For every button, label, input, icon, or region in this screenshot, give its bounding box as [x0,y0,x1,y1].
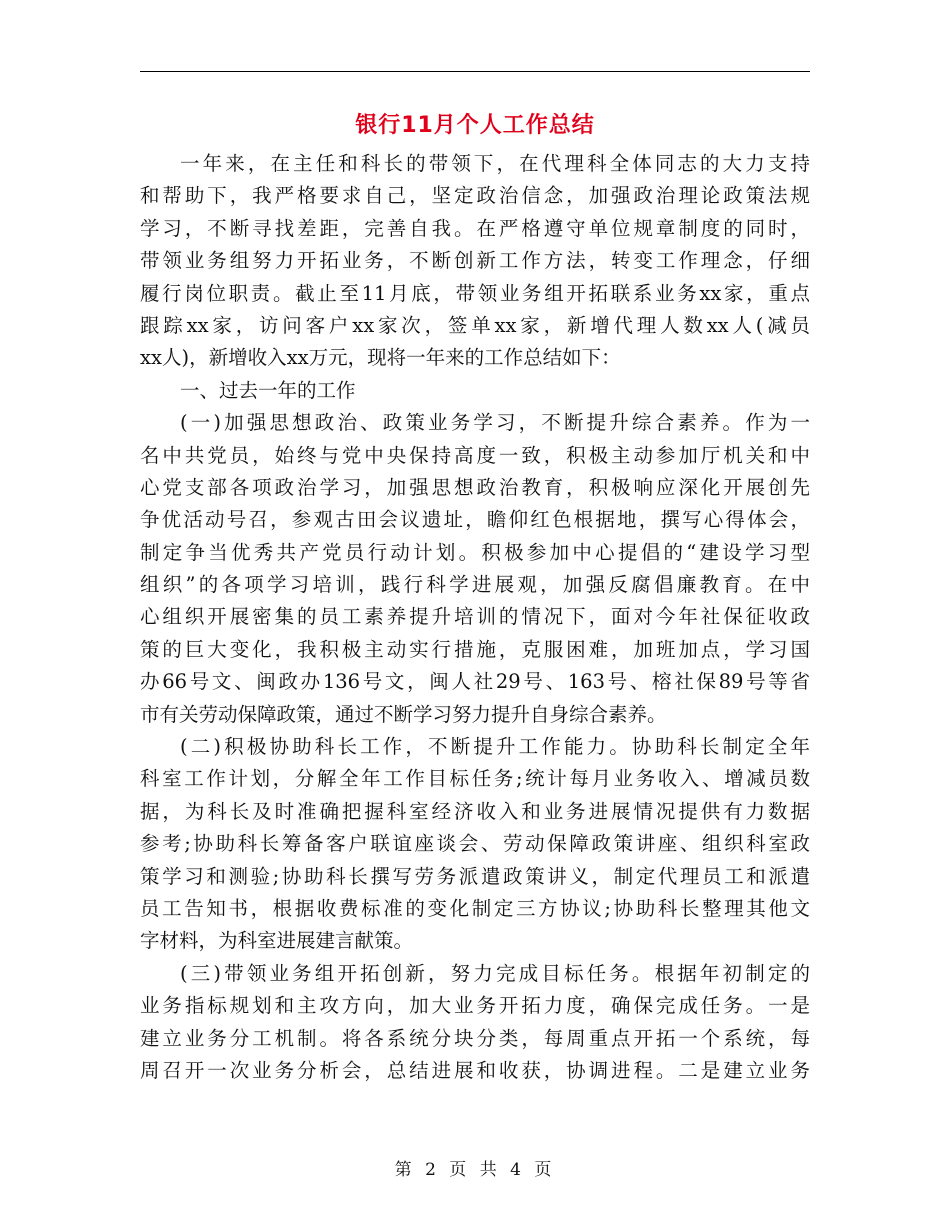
text-line: 科室工作计划，分解全年工作目标任务;统计每月业务收入、增减员数 [140,767,810,791]
text-line: 跟踪xx家，访问客户xx家次，签单xx家，新增代理人数xx人(减员 [140,313,810,337]
text-line: 字材料，为科室进展建言献策。 [140,929,414,953]
text-line: 据，为科长及时准确把握科室经济收入和业务进展情况提供有力数据 [140,799,810,823]
text-line: 心党支部各项政治学习，加强思想政治教育，积极响应深化开展创先 [140,475,810,499]
text-line: 心组织开展密集的员工素养提升培训的情况下，面对今年社保征收政 [140,605,810,629]
text-line: 制定争当优秀共产党员行动计划。积极参加中心提倡的“建设学习型 [140,540,810,564]
text-line: 争优活动号召，参观古田会议遗址，瞻仰红色根据地，撰写心得体会， [140,508,810,532]
text-line: 带领业务组努力开拓业务，不断创新工作方法，转变工作理念，仔细 [140,249,810,273]
text-line: (二)积极协助科长工作，不断提升工作能力。协助科长制定全年 [180,735,810,759]
text-line: 履行岗位职责。截止至11月底，带领业务组开拓联系业务xx家，重点 [140,281,810,305]
text-line: 学习，不断寻找差距，完善自我。在严格遵守单位规章制度的同时， [140,216,810,240]
text-line: 策学习和测验;协助科长撰写劳务派遣政策讲义，制定代理员工和派遣 [140,864,810,888]
text-line: 参考;协助科长筹备客户联谊座谈会、劳动保障政策讲座、组织科室政 [140,832,810,856]
text-line: 建立业务分工机制。将各系统分块分类，每周重点开拓一个系统，每 [140,1026,810,1050]
text-line: 员工告知书，根据收费标准的变化制定三方协议;协助科长整理其他文 [140,896,810,920]
text-line: 一年来，在主任和科长的带领下，在代理科全体同志的大力支持 [180,152,810,175]
text-line: 办66号文、闽政办136号文，闽人社29号、163号、榕社保89号等省 [140,670,810,694]
page-number-footer: 第 2 页 共 4 页 [394,1160,556,1180]
text-line: 一、过去一年的工作 [180,378,356,402]
document-body [140,148,810,1087]
header-rule [140,71,810,72]
text-line: 名中共党员，始终与党中央保持高度一致，积极主动参加厅机关和中 [140,443,810,467]
text-line: xx人)，新增收入xx万元，现将一年来的工作总结如下： [140,346,621,370]
text-line: (一)加强思想政治、政策业务学习，不断提升综合素养。作为一 [180,411,810,435]
text-line: 周召开一次业务分析会，总结进展和收获，协调进程。二是建立业务 [140,1058,810,1082]
text-line: 和帮助下，我严格要求自己，坚定政治信念，加强政治理论政策法规 [140,184,810,208]
text-line: (三)带领业务组开拓创新，努力完成目标任务。根据年初制定的 [180,961,810,985]
text-line: 策的巨大变化，我积极主动实行措施，克服困难，加班加点，学习国 [140,637,810,661]
text-line: 业务指标规划和主攻方向，加大业务开拓力度，确保完成任务。一是 [140,994,810,1018]
text-line: 组织”的各项学习培训，践行科学进展观，加强反腐倡廉教育。在中 [140,573,810,597]
document-title: 银行11月个人工作总结 [355,113,595,138]
text-line: 市有关劳动保障政策，通过不断学习努力提升自身综合素养。 [140,702,667,726]
